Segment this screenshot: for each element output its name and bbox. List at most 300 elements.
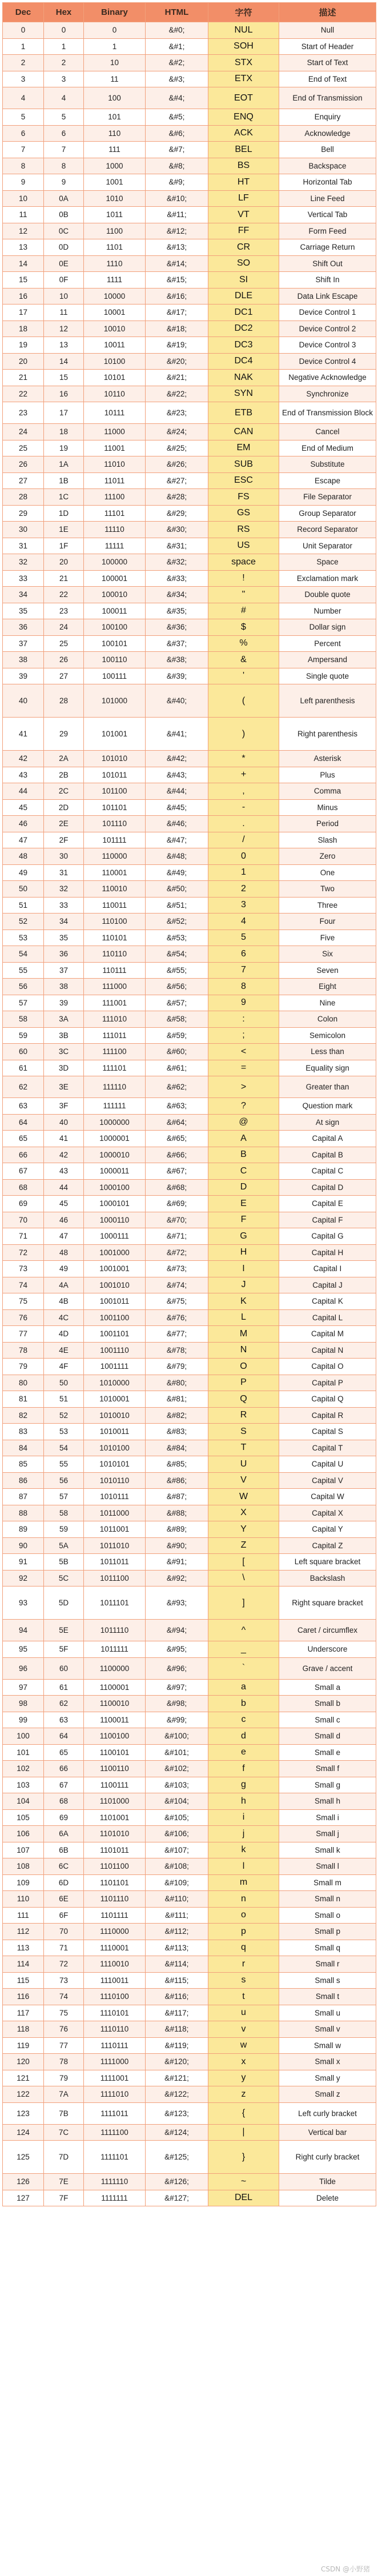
cell-char: b (208, 1696, 279, 1712)
cell-hex: 0 (44, 22, 84, 39)
cell-hex: 7D (44, 2141, 84, 2174)
cell-hex: 6A (44, 1826, 84, 1842)
table-row (3, 1744, 376, 1761)
cell-binary: 100001 (84, 570, 146, 587)
cell-html: &#9; (146, 174, 208, 191)
table-row (3, 1657, 376, 1679)
table-row (3, 1044, 376, 1060)
cell-dec: 80 (3, 1375, 44, 1391)
cell-dec: 15 (3, 272, 44, 289)
cell-binary: 1000011 (84, 1163, 146, 1180)
table-row (3, 635, 376, 652)
cell-char: L (208, 1309, 279, 1326)
cell-hex: 66 (44, 1761, 84, 1777)
cell-dec: 105 (3, 1809, 44, 1826)
cell-dec: 68 (3, 1179, 44, 1196)
cell-html: &#114; (146, 1956, 208, 1973)
cell-char: u (208, 2005, 279, 2021)
cell-dec: 26 (3, 456, 44, 473)
cell-dec: 115 (3, 1972, 44, 1989)
cell-dec: 60 (3, 1044, 44, 1060)
cell-hex: 2F (44, 832, 84, 848)
cell-dec: 110 (3, 1891, 44, 1908)
cell-hex: 71 (44, 1940, 84, 1956)
cell-html: &#96; (146, 1657, 208, 1679)
cell-dec: 20 (3, 353, 44, 370)
table-row (3, 1956, 376, 1973)
cell-binary: 1111010 (84, 2086, 146, 2103)
cell-binary: 100111 (84, 668, 146, 684)
cell-dec: 8 (3, 158, 44, 174)
table-row (3, 1907, 376, 1924)
table-row (3, 1131, 376, 1147)
cell-hex: 43 (44, 1163, 84, 1180)
cell-hex: 3B (44, 1027, 84, 1044)
table-row (3, 587, 376, 603)
cell-char: ACK (208, 125, 279, 142)
cell-desc: Enquiry (279, 109, 376, 126)
cell-dec: 57 (3, 995, 44, 1011)
table-row (3, 87, 376, 109)
cell-html: &#71; (146, 1228, 208, 1245)
cell-html: &#110; (146, 1891, 208, 1908)
cell-dec: 52 (3, 914, 44, 930)
cell-desc: Right parenthesis (279, 718, 376, 751)
table-row (3, 1728, 376, 1745)
cell-char: I (208, 1261, 279, 1277)
table-row (3, 1874, 376, 1891)
cell-char: + (208, 767, 279, 783)
cell-dec: 47 (3, 832, 44, 848)
cell-html: &#98; (146, 1696, 208, 1712)
cell-binary: 111110 (84, 1076, 146, 1098)
cell-hex: 6B (44, 1842, 84, 1858)
cell-binary: 1100011 (84, 1712, 146, 1728)
cell-desc: One (279, 864, 376, 881)
cell-char: w (208, 2037, 279, 2054)
cell-desc: Small u (279, 2005, 376, 2021)
cell-hex: 38 (44, 979, 84, 995)
cell-char: 8 (208, 979, 279, 995)
table-row (3, 1375, 376, 1391)
table-row (3, 207, 376, 223)
table-row (3, 370, 376, 386)
table-row (3, 914, 376, 930)
cell-dec: 64 (3, 1114, 44, 1131)
cell-char: } (208, 2141, 279, 2174)
cell-desc: Small r (279, 1956, 376, 1973)
cell-binary: 111101 (84, 1060, 146, 1076)
cell-html: &#18; (146, 321, 208, 337)
cell-html: &#30; (146, 522, 208, 538)
cell-html: &#31; (146, 538, 208, 554)
cell-binary: 100 (84, 87, 146, 109)
cell-char: DC2 (208, 321, 279, 337)
cell-hex: 41 (44, 1131, 84, 1147)
cell-binary: 101100 (84, 783, 146, 800)
table-row (3, 1060, 376, 1076)
cell-desc: Zero (279, 848, 376, 865)
cell-html: &#69; (146, 1196, 208, 1212)
cell-dec: 117 (3, 2005, 44, 2021)
cell-dec: 101 (3, 1744, 44, 1761)
cell-desc: Capital G (279, 1228, 376, 1245)
table-row (3, 489, 376, 506)
cell-dec: 119 (3, 2037, 44, 2054)
cell-binary: 1100010 (84, 1696, 146, 1712)
table-row (3, 522, 376, 538)
cell-dec: 73 (3, 1261, 44, 1277)
cell-desc: Capital S (279, 1424, 376, 1440)
cell-desc: Asterisk (279, 751, 376, 767)
cell-hex: 1D (44, 505, 84, 522)
cell-desc: Capital F (279, 1212, 376, 1228)
cell-binary: 110001 (84, 864, 146, 881)
table-row (3, 71, 376, 87)
cell-char: EOT (208, 87, 279, 109)
cell-html: &#47; (146, 832, 208, 848)
cell-binary: 1011101 (84, 1587, 146, 1620)
cell-dec: 31 (3, 538, 44, 554)
cell-html: &#54; (146, 946, 208, 963)
cell-binary: 1110110 (84, 2021, 146, 2038)
cell-dec: 79 (3, 1359, 44, 1375)
cell-char: * (208, 751, 279, 767)
cell-desc: End of Transmission (279, 87, 376, 109)
cell-dec: 65 (3, 1131, 44, 1147)
cell-char: $ (208, 619, 279, 636)
cell-hex: 1C (44, 489, 84, 506)
cell-char: _ (208, 1641, 279, 1658)
cell-desc: Three (279, 897, 376, 914)
cell-desc: Slash (279, 832, 376, 848)
cell-binary: 101110 (84, 816, 146, 832)
cell-desc: Device Control 2 (279, 321, 376, 337)
cell-binary: 110011 (84, 897, 146, 914)
cell-desc: Left parenthesis (279, 684, 376, 718)
cell-char: g (208, 1777, 279, 1793)
cell-char: t (208, 1989, 279, 2005)
cell-html: &#63; (146, 1098, 208, 1115)
table-row (3, 2174, 376, 2190)
table-row (3, 1228, 376, 1245)
cell-html: &#61; (146, 1060, 208, 1076)
table-row (3, 1940, 376, 1956)
cell-hex: 7 (44, 142, 84, 158)
cell-desc: Capital M (279, 1326, 376, 1343)
cell-char: A (208, 1131, 279, 1147)
cell-desc: Capital H (279, 1244, 376, 1261)
table-row (3, 1570, 376, 1587)
cell-binary: 1010000 (84, 1375, 146, 1391)
cell-hex: 40 (44, 1114, 84, 1131)
header-row (3, 3, 376, 22)
cell-binary: 1110 (84, 255, 146, 272)
cell-dec: 53 (3, 930, 44, 946)
table-row (3, 2037, 376, 2054)
cell-binary: 101101 (84, 799, 146, 816)
cell-hex: 61 (44, 1679, 84, 1696)
table-row (3, 288, 376, 305)
cell-desc: Substitute (279, 456, 376, 473)
cell-char: STX (208, 55, 279, 71)
cell-hex: 3D (44, 1060, 84, 1076)
cell-desc: Acknowledge (279, 125, 376, 142)
cell-binary: 1101101 (84, 1874, 146, 1891)
cell-binary: 110110 (84, 946, 146, 963)
cell-dec: 95 (3, 1641, 44, 1658)
cell-dec: 17 (3, 305, 44, 321)
cell-dec: 125 (3, 2141, 44, 2174)
cell-char: V (208, 1472, 279, 1489)
table-row (3, 1696, 376, 1712)
cell-hex: 72 (44, 1956, 84, 1973)
cell-binary: 11011 (84, 472, 146, 489)
cell-desc: Carriage Return (279, 239, 376, 256)
cell-dec: 78 (3, 1342, 44, 1359)
cell-html: &#113; (146, 1940, 208, 1956)
cell-hex: 0F (44, 272, 84, 289)
cell-binary: 1110101 (84, 2005, 146, 2021)
cell-dec: 4 (3, 87, 44, 109)
cell-char: EM (208, 440, 279, 456)
cell-html: &#10; (146, 190, 208, 207)
cell-char: CAN (208, 424, 279, 440)
cell-char: l (208, 1858, 279, 1875)
cell-binary: 100100 (84, 619, 146, 636)
watermark: CSDN @小野猪 (320, 2565, 370, 2573)
cell-html: &#118; (146, 2021, 208, 2038)
cell-hex: 4D (44, 1326, 84, 1343)
cell-hex: 0C (44, 223, 84, 239)
cell-char: k (208, 1842, 279, 1858)
cell-binary: 11101 (84, 505, 146, 522)
table-header (3, 3, 376, 22)
cell-html: &#88; (146, 1505, 208, 1521)
cell-html: &#85; (146, 1456, 208, 1473)
cell-html: &#89; (146, 1521, 208, 1538)
cell-char: S (208, 1424, 279, 1440)
cell-hex: 2 (44, 55, 84, 71)
cell-hex: 35 (44, 930, 84, 946)
cell-char: VT (208, 207, 279, 223)
cell-binary: 1000111 (84, 1228, 146, 1245)
cell-html: &#126; (146, 2174, 208, 2190)
cell-hex: 3F (44, 1098, 84, 1115)
cell-html: &#40; (146, 684, 208, 718)
cell-dec: 19 (3, 337, 44, 354)
cell-binary: 10001 (84, 305, 146, 321)
cell-hex: 19 (44, 440, 84, 456)
cell-desc: Comma (279, 783, 376, 800)
cell-html: &#52; (146, 914, 208, 930)
cell-binary: 1001001 (84, 1261, 146, 1277)
cell-html: &#50; (146, 881, 208, 898)
cell-html: &#80; (146, 1375, 208, 1391)
cell-dec: 90 (3, 1537, 44, 1554)
cell-html: &#102; (146, 1761, 208, 1777)
table-row (3, 979, 376, 995)
cell-dec: 91 (3, 1554, 44, 1571)
cell-desc: Small z (279, 2086, 376, 2103)
header-dec: Dec (3, 3, 44, 22)
cell-char: : (208, 1011, 279, 1028)
table-row (3, 305, 376, 321)
cell-desc: Capital W (279, 1489, 376, 1505)
cell-desc: Capital L (279, 1309, 376, 1326)
table-row (3, 1620, 376, 1641)
cell-html: &#26; (146, 456, 208, 473)
cell-desc: Dollar sign (279, 619, 376, 636)
cell-hex: 52 (44, 1407, 84, 1424)
cell-html: &#56; (146, 979, 208, 995)
cell-binary: 1010110 (84, 1472, 146, 1489)
cell-desc: Nine (279, 995, 376, 1011)
cell-char: d (208, 1728, 279, 1745)
cell-dec: 21 (3, 370, 44, 386)
cell-binary: 0 (84, 22, 146, 39)
table-row (3, 109, 376, 126)
cell-dec: 27 (3, 472, 44, 489)
cell-binary: 111010 (84, 1011, 146, 1028)
ascii-table (2, 2, 376, 2206)
cell-desc: Small w (279, 2037, 376, 2054)
cell-binary: 1100111 (84, 1777, 146, 1793)
cell-dec: 109 (3, 1874, 44, 1891)
cell-char: m (208, 1874, 279, 1891)
cell-binary: 110100 (84, 914, 146, 930)
cell-binary: 1001011 (84, 1293, 146, 1310)
cell-char: B (208, 1147, 279, 1163)
cell-desc: Semicolon (279, 1027, 376, 1044)
cell-char: ] (208, 1587, 279, 1620)
cell-desc: Tilde (279, 2174, 376, 2190)
cell-hex: 4B (44, 1293, 84, 1310)
table-row (3, 38, 376, 55)
cell-hex: 28 (44, 684, 84, 718)
cell-dec: 61 (3, 1060, 44, 1076)
cell-char: T (208, 1440, 279, 1456)
table-row (3, 272, 376, 289)
cell-dec: 45 (3, 799, 44, 816)
cell-hex: 5 (44, 109, 84, 126)
table-row (3, 1761, 376, 1777)
cell-html: &#38; (146, 652, 208, 668)
cell-html: &#12; (146, 223, 208, 239)
cell-html: &#111; (146, 1907, 208, 1924)
cell-char: SI (208, 272, 279, 289)
cell-html: &#24; (146, 424, 208, 440)
header-binary: Binary (84, 3, 146, 22)
cell-binary: 100101 (84, 635, 146, 652)
table-row (3, 55, 376, 71)
cell-desc: Five (279, 930, 376, 946)
table-row (3, 1793, 376, 1810)
table-row (3, 603, 376, 619)
cell-binary: 1110111 (84, 2037, 146, 2054)
cell-char: NAK (208, 370, 279, 386)
cell-char: DC4 (208, 353, 279, 370)
cell-html: &#48; (146, 848, 208, 865)
cell-desc: Small h (279, 1793, 376, 1810)
table-row (3, 1244, 376, 1261)
cell-hex: 67 (44, 1777, 84, 1793)
cell-dec: 48 (3, 848, 44, 865)
header-desc: 描述 (279, 3, 376, 22)
cell-hex: 34 (44, 914, 84, 930)
table-row (3, 2005, 376, 2021)
table-row (3, 684, 376, 718)
cell-html: &#23; (146, 402, 208, 424)
cell-desc: Capital O (279, 1359, 376, 1375)
cell-char: H (208, 1244, 279, 1261)
cell-hex: 45 (44, 1196, 84, 1212)
cell-binary: 111001 (84, 995, 146, 1011)
table-row (3, 1309, 376, 1326)
cell-char: f (208, 1761, 279, 1777)
cell-dec: 103 (3, 1777, 44, 1793)
cell-binary: 111100 (84, 1044, 146, 1060)
cell-html: &#28; (146, 489, 208, 506)
cell-binary: 101001 (84, 718, 146, 751)
cell-binary: 11111 (84, 538, 146, 554)
cell-char: M (208, 1326, 279, 1343)
cell-hex: 30 (44, 848, 84, 865)
cell-char: | (208, 2124, 279, 2141)
cell-desc: Caret / circumflex (279, 1620, 376, 1641)
cell-desc: Capital P (279, 1375, 376, 1391)
table-row (3, 1342, 376, 1359)
cell-binary: 101011 (84, 767, 146, 783)
cell-desc: Six (279, 946, 376, 963)
cell-desc: Less than (279, 1044, 376, 1060)
cell-html: &#59; (146, 1027, 208, 1044)
cell-hex: 0D (44, 239, 84, 256)
cell-hex: 15 (44, 370, 84, 386)
cell-binary: 111111 (84, 1098, 146, 1115)
cell-hex: 76 (44, 2021, 84, 2038)
cell-char: BS (208, 158, 279, 174)
table-row (3, 1114, 376, 1131)
cell-char: < (208, 1044, 279, 1060)
cell-dec: 6 (3, 125, 44, 142)
table-row (3, 223, 376, 239)
cell-hex: 7F (44, 2190, 84, 2206)
table-row (3, 321, 376, 337)
cell-html: &#79; (146, 1359, 208, 1375)
cell-binary: 1011011 (84, 1554, 146, 1571)
cell-desc: Small k (279, 1842, 376, 1858)
cell-html: &#108; (146, 1858, 208, 1875)
cell-char: ! (208, 570, 279, 587)
table-row (3, 353, 376, 370)
cell-desc: Horizontal Tab (279, 174, 376, 191)
cell-binary: 100110 (84, 652, 146, 668)
cell-desc: Small n (279, 1891, 376, 1908)
cell-hex: 6C (44, 1858, 84, 1875)
cell-hex: 37 (44, 962, 84, 979)
cell-binary: 100010 (84, 587, 146, 603)
cell-hex: 44 (44, 1179, 84, 1196)
cell-dec: 50 (3, 881, 44, 898)
cell-dec: 43 (3, 767, 44, 783)
cell-binary: 100000 (84, 554, 146, 571)
cell-dec: 39 (3, 668, 44, 684)
table-row (3, 424, 376, 440)
cell-desc: Small j (279, 1826, 376, 1842)
cell-hex: 70 (44, 1924, 84, 1940)
cell-hex: 48 (44, 1244, 84, 1261)
